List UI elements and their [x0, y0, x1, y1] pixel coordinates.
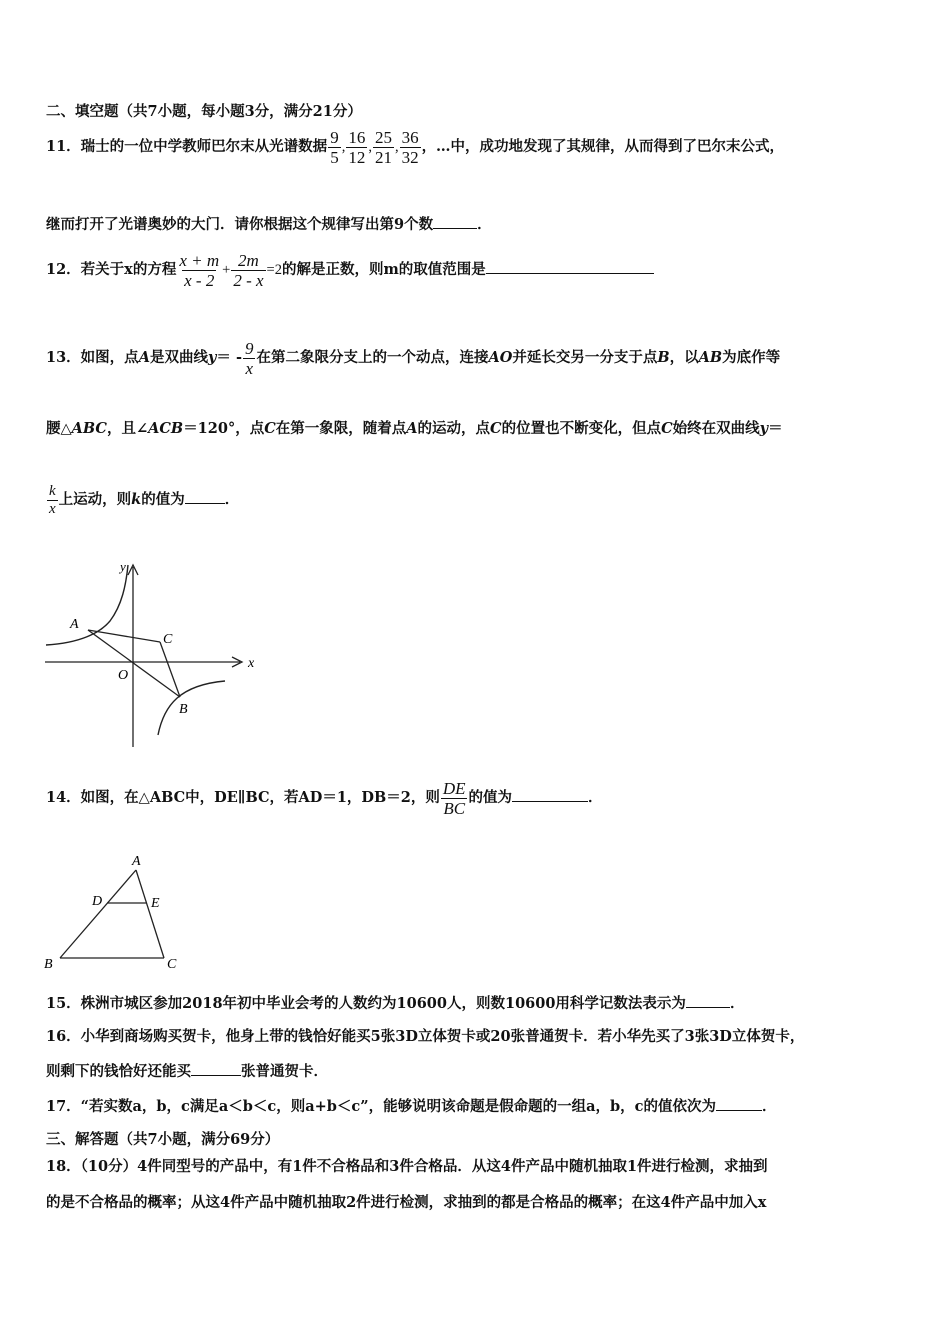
plus-sign: + — [222, 262, 231, 278]
q12-answer-blank[interactable] — [486, 259, 654, 274]
question-13-line-1: 13．如图，点A是双曲线y＝ - $\frac{9}{x}$ 在第二象限分支上的一个动点，连接AO并延长交另一分支于点B，以AB为底作等 — [46, 338, 781, 378]
fraction-x-plus-m: $\frac{x + m}{x - 2}$ — [179, 250, 220, 290]
q11-line2-text: 继而打开了光谱奥妙的大门．请你根据这个规律写出第9个数 — [46, 216, 434, 233]
question-15: 15．株洲市城区参加2018年初中毕业会考的人数约为10600人，则数10600用科学记数法表示为 ． — [46, 995, 745, 1012]
label-x: x — [248, 656, 255, 671]
question-18-line-2: 的是不合格品的概率；从这4件产品中随机抽取2件进行检测，求抽到的都是合格品的概率；在这4件产品中加入x — [46, 1194, 767, 1211]
fraction-2m: $\frac{2m}{2 - x}$ — [233, 250, 264, 290]
segment-AC — [88, 630, 160, 642]
hyperbola-branch-left — [46, 565, 128, 645]
fraction-k-x: $\frac{k}{x}$ — [49, 482, 56, 517]
equals-two: =2 — [266, 262, 282, 278]
q11-suffix: ，…中，成功地发现了其规律，从而得到了巴尔末公式， — [421, 138, 785, 155]
question-13-line-3: $\frac{k}{x}$ 上运动，则k的值为 ． — [49, 482, 240, 517]
q12-suffix: 的解是正数，则m的取值范围是 — [281, 261, 486, 278]
label-y: y — [120, 559, 126, 574]
q11-answer-blank[interactable] — [433, 214, 477, 229]
label-B: B — [179, 702, 188, 717]
segment-CB — [160, 642, 180, 697]
side-AC — [136, 870, 164, 958]
label-C: C — [167, 957, 177, 972]
section-3-heading: 三、解答题（共7小题，满分69分） — [46, 1131, 280, 1148]
q17-answer-blank[interactable] — [716, 1096, 762, 1111]
fraction-9-x: $\frac{9}{x}$ — [244, 338, 254, 378]
label-B: B — [44, 957, 53, 972]
fraction-DE-BC: $\frac{DE}{BC}$ — [442, 778, 466, 818]
q11-end: ． — [477, 216, 492, 233]
q12-prefix: 12．若关于x的方程 — [46, 261, 177, 278]
question-18-line-1: 18．（10分）4件同型号的产品中，有1件不合格品和3件合格品．从这4件产品中随机抽取1件进行检测，求抽到 — [46, 1158, 768, 1175]
q11-prefix: 11．瑞士的一位中学教师巴尔末从光谱数据 — [46, 138, 328, 155]
hyperbola-figure — [40, 555, 270, 755]
label-A: A — [70, 617, 79, 632]
q15-answer-blank[interactable] — [686, 993, 730, 1008]
triangle-figure — [40, 850, 190, 975]
fraction-36-32: $\frac{36}{32}$ — [401, 127, 419, 167]
q16-answer-blank[interactable] — [191, 1061, 241, 1076]
label-E: E — [151, 896, 160, 911]
question-12 — [46, 248, 654, 292]
question-11-line-2 — [46, 214, 492, 235]
label-A: A — [132, 854, 141, 869]
fraction-25-21: $\frac{25}{21}$ — [374, 127, 392, 167]
question-16-line-2: 则剩下的钱恰好还能买 张普通贺卡． — [46, 1063, 328, 1080]
q13-answer-blank[interactable] — [185, 489, 225, 504]
question-17: 17．“若实数a，b，c满足a＜b＜c，则a+b＜c”，能够说明该命题是假命题的一组a，b，c的值依次为 ． — [46, 1098, 777, 1115]
label-C: C — [163, 632, 173, 647]
section-2-heading: 二、填空题（共7小题，每小题3分，满分21分） — [46, 103, 362, 120]
fraction-16-12: $\frac{16}{12}$ — [348, 127, 366, 167]
label-O: O — [118, 668, 129, 683]
question-13-line-2: 腰△ABC，且∠ACB＝120°，点C在第一象限，随着点A的运动，点C的位置也不断变化，但点C始终在双曲线y＝ — [46, 420, 783, 437]
q14-answer-blank[interactable] — [512, 787, 588, 802]
question-11-line-1: 11．瑞士的一位中学教师巴尔末从光谱数据 $\frac{9}{5}$ , $\frac{16}{12}$ , $\frac{25}{21}$ , $\frac{36}{32}$ ，…中，成功地发现了其规律，从而得到了巴尔末公式， — [46, 127, 785, 167]
question-16-line-1: 16．小华到商场购买贺卡，他身上带的钱恰好能买5张3D立体贺卡或20张普通贺卡．若小华先买了3张3D立体贺卡， — [46, 1028, 805, 1045]
fraction-9-5: $\frac{9}{5}$ — [330, 127, 339, 167]
side-AB — [60, 870, 136, 958]
label-D: D — [92, 894, 103, 909]
question-14: 14．如图，在△ABC中，DE∥BC，若AD＝1，DB＝2，则 $\frac{DE}{BC}$ 的值为 ． — [46, 778, 603, 818]
